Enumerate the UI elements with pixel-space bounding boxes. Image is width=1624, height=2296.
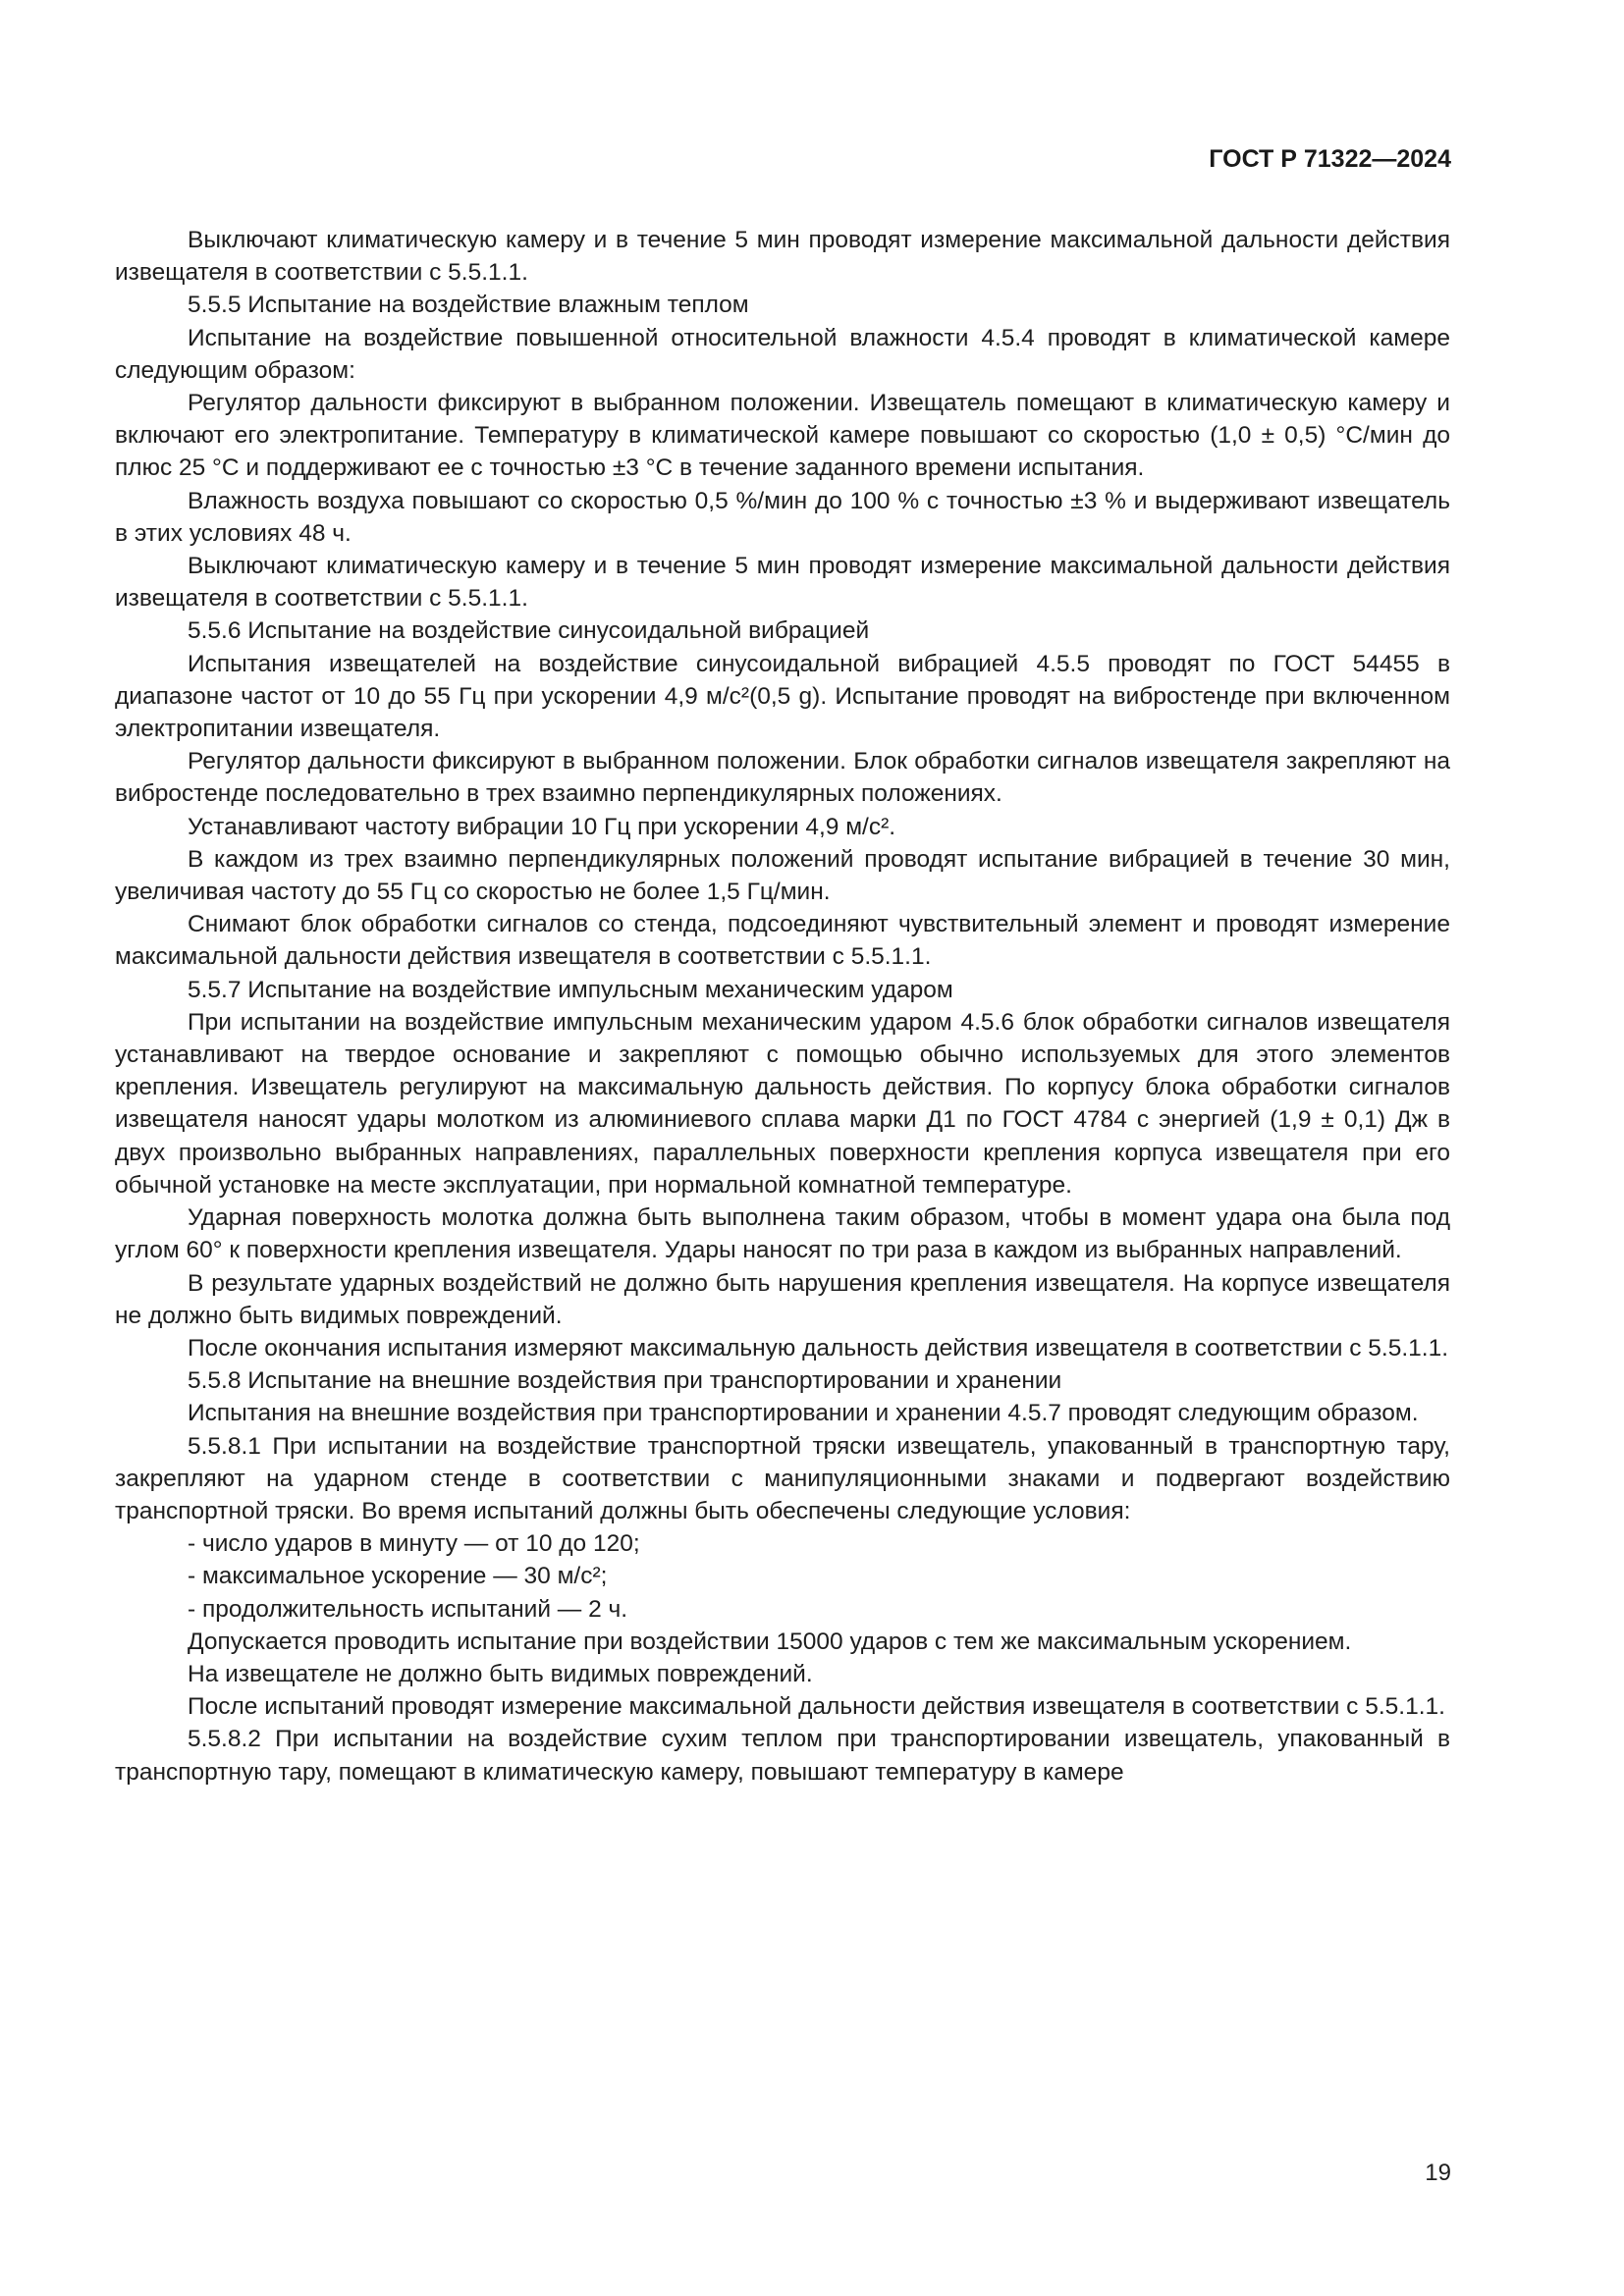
paragraph: Выключают климатическую камеру и в течение 5 мин проводят измерение максимальной дальности действия извещателя в соответствии с 5.5.1.1. (115, 227, 1450, 287)
document-body (115, 224, 1450, 1789)
paragraph: 5.5.8.1 При испытании на воздействие транспортной тряски извещатель, упакованный в транспортную тару, закрепляют на ударном стенде в соответствии с манипуляционными знаками и подвергают воздействию транспортной тряски. Во время испытаний должны быть обеспечены следующие условия: (115, 1432, 1450, 1524)
paragraph: В каждом из трех взаимно перпендикулярных положений проводят испытание вибрацией в течение 30 мин, увеличивая частоту до 55 Гц со скоростью не более 1,5 Гц/мин. (115, 845, 1450, 906)
paragraph: После испытаний проводят измерение максимальной дальности действия извещателя в соответствии с 5.5.1.1. (188, 1693, 1445, 1721)
section-heading: 5.5.5 Испытание на воздействие влажным теплом (188, 292, 749, 319)
page-number: 19 (1425, 2160, 1451, 2186)
paragraph: Устанавливают частоту вибрации 10 Гц при ускорении 4,9 м/с². (188, 813, 896, 840)
paragraph: После окончания испытания измеряют максимальную дальность действия извещателя в соответствии с 5.5.1.1. (188, 1334, 1449, 1362)
paragraph: 5.5.8.2 При испытании на воздействие сухим теплом при транспортировании извещатель, упакованный в транспортную тару, помещают в климатическую камеру, повышают температуру в камере (115, 1726, 1450, 1786)
paragraph: Регулятор дальности фиксируют в выбранном положении. Извещатель помещают в климатическую камеру и включают его электропитание. Температуру в климатической камере повышают со скоростью (1,0 ± 0,5) °С/мин до плюс 25 °С и поддерживают ее с точностью ±3 °С в течение заданного времени испытания. (115, 390, 1450, 482)
list-item: - число ударов в минуту — от 10 до 120; (188, 1530, 640, 1558)
paragraph: Регулятор дальности фиксируют в выбранном положении. Блок обработки сигналов извещателя закрепляют на вибростенде последовательно в трех взаимно перпендикулярных положениях. (115, 748, 1450, 808)
list-item: - максимальное ускорение — 30 м/с²; (188, 1563, 608, 1590)
paragraph: Испытание на воздействие повышенной относительной влажности 4.5.4 проводят в климатической камере следующим образом: (115, 324, 1450, 384)
document-header: ГОСТ Р 71322—2024 (1209, 145, 1451, 173)
section-heading: 5.5.8 Испытание на внешние воздействия при транспортировании и хранении (188, 1367, 1062, 1395)
paragraph: Допускается проводить испытание при воздействии 15000 ударов с тем же максимальным ускорением. (188, 1628, 1352, 1655)
paragraph: Испытания на внешние воздействия при транспортировании и хранении 4.5.7 проводят следующим образом. (188, 1400, 1419, 1427)
paragraph: Снимают блок обработки сигналов со стенда, подсоединяют чувствительный элемент и проводят измерение максимальной дальности действия извещателя в соответствии с 5.5.1.1. (115, 911, 1450, 971)
paragraph: Выключают климатическую камеру и в течение 5 мин проводят измерение максимальной дальности действия извещателя в соответствии с 5.5.1.1. (115, 553, 1450, 613)
paragraph: Влажность воздуха повышают со скоростью 0,5 %/мин до 100 % с точностью ±3 % и выдерживают извещатель в этих условиях 48 ч. (115, 487, 1450, 547)
paragraph: При испытании на воздействие импульсным механическим ударом 4.5.6 блок обработки сигналов извещателя устанавливают на твердое основание и закрепляют с помощью обычно используемых для этого элементов крепления. Извещатель регулируют на максимальную дальность действия. По корпусу блока обработки сигналов извещателя наносят удары молотком из алюминиевого сплава марки Д1 по ГОСТ 4784 с энергией (1,9 ± 0,1) Дж в двух произвольно выбранных направлениях, параллельных поверхности крепления корпуса извещателя при его обычной установке на месте эксплуатации, при нормальной комнатной температуре. (115, 1008, 1450, 1199)
section-heading: 5.5.7 Испытание на воздействие импульсным механическим ударом (188, 976, 953, 1003)
paragraph: На извещателе не должно быть видимых повреждений. (188, 1660, 813, 1687)
paragraph: Испытания извещателей на воздействие синусоидальной вибрацией 4.5.5 проводят по ГОСТ 54455 в диапазоне частот от 10 до 55 Гц при ускорении 4,9 м/с²(0,5 g). Испытание проводят на вибростенде при включенном электропитании извещателя. (115, 650, 1450, 743)
section-heading: 5.5.6 Испытание на воздействие синусоидальной вибрацией (188, 617, 870, 645)
list-item: - продолжительность испытаний — 2 ч. (188, 1595, 628, 1623)
paragraph: Ударная поверхность молотка должна быть выполнена таким образом, чтобы в момент удара она была под углом 60° к поверхности крепления извещателя. Удары наносят по три раза в каждом из выбранных направлений. (115, 1204, 1450, 1264)
paragraph: В результате ударных воздействий не должно быть нарушения крепления извещателя. На корпусе извещателя не должно быть видимых повреждений. (115, 1269, 1450, 1329)
